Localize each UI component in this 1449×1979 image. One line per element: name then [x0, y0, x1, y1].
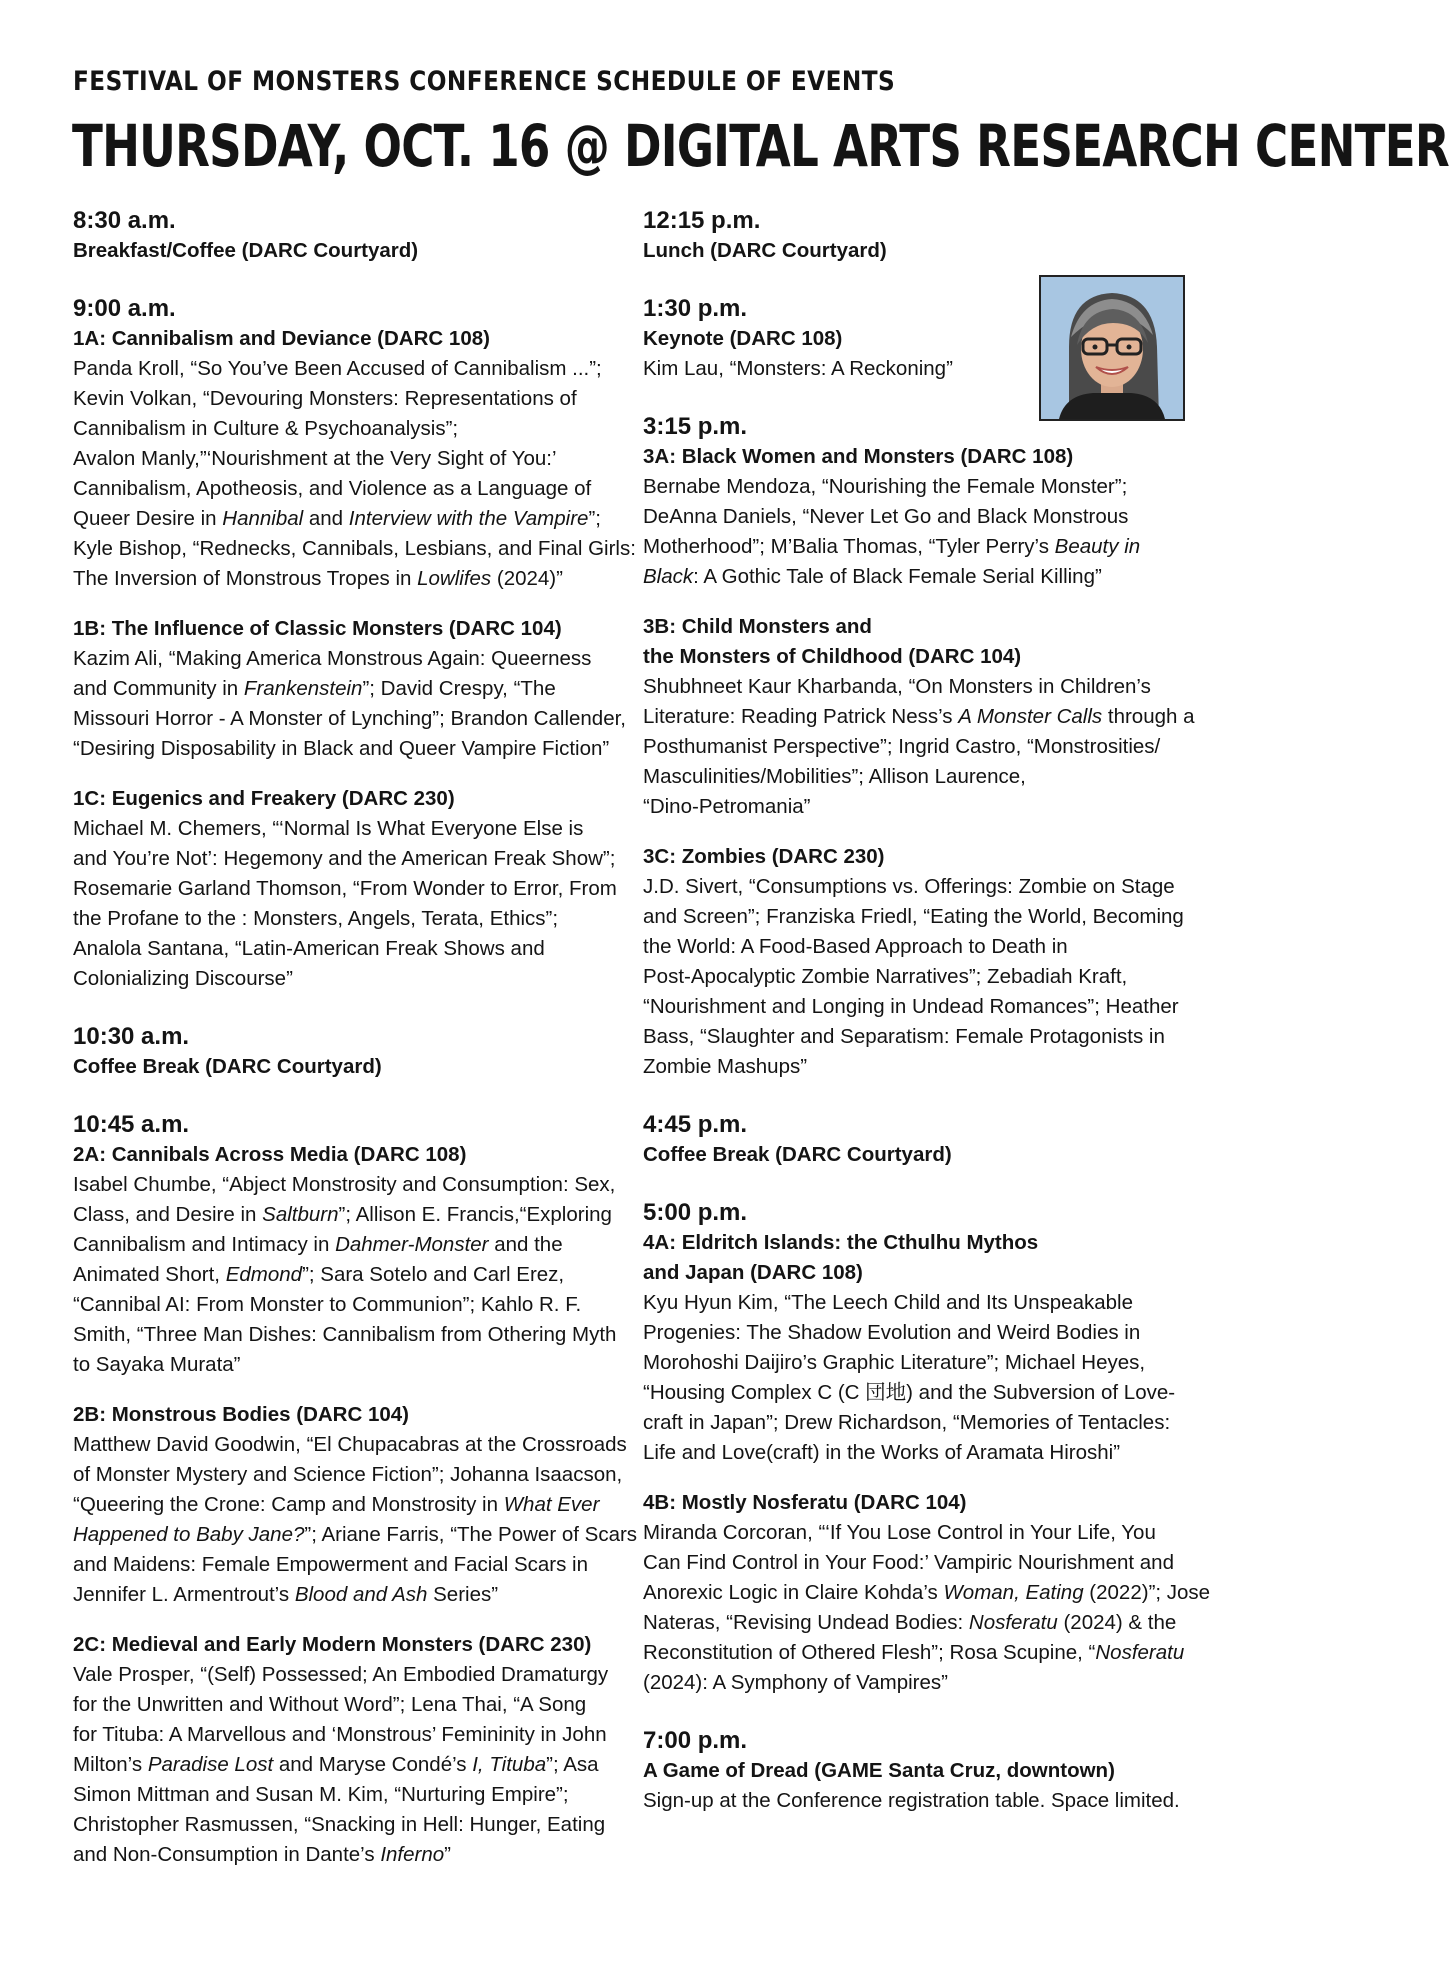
session-title: 1A: Cannibalism and Deviance (DARC 108) — [73, 327, 490, 350]
session-papers — [73, 1430, 638, 1610]
session-papers — [643, 1288, 1183, 1468]
event-title: Lunch (DARC Courtyard) — [643, 239, 887, 262]
portrait-illustration — [1041, 277, 1183, 419]
paper-line: Matthew David Goodwin, “El Chupacabras at the Crossroads — [73, 1433, 627, 1456]
event-title: Coffee Break (DARC Courtyard) — [73, 1055, 382, 1078]
session-1a — [73, 324, 636, 594]
session-papers — [73, 1170, 628, 1380]
session-2c — [73, 1630, 628, 1870]
paper-line: Avalon Manly,”‘Nourishment at the Very Sight of You:’ — [73, 447, 557, 470]
paper-line: craft in Japan”; Drew Richardson, “Memories of Tentacles: — [643, 1411, 1171, 1434]
paper-line: Cannibalism and Intimacy in Dahmer-Monster and the — [73, 1233, 563, 1256]
paper-line: Analola Santana, “Latin-American Freak Shows and — [73, 937, 545, 960]
paper-line: “Nourishment and Longing in Undead Romances”; Heather — [643, 995, 1179, 1018]
paper-line: Kyle Bishop, “Rednecks, Cannibals, Lesbians, and Final Girls: — [73, 537, 636, 560]
paper-line: the Profane to the : Monsters, Angels, Terata, Ethics”; — [73, 907, 559, 930]
paper-line: “Dino-Petromania” — [643, 795, 811, 818]
paper-line: The Inversion of Monstrous Tropes in Lowlifes (2024)” — [73, 567, 563, 590]
paper-line: Christopher Rasmussen, “Snacking in Hell: Hunger, Eating — [73, 1813, 606, 1836]
paper-line: Missouri Horror - A Monster of Lynching”; Brandon Callender, — [73, 707, 626, 730]
paper-line: Smith, “Three Man Dishes: Cannibalism from Othering Myth — [73, 1323, 617, 1346]
time-slot-900 — [73, 294, 628, 324]
paper-line: Can Find Control in Your Food:’ Vampiric Nourishment and — [643, 1551, 1174, 1574]
event-title: Keynote (DARC 108) — [643, 327, 843, 350]
session-title: 3A: Black Women and Monsters (DARC 108) — [643, 445, 1074, 468]
session-title: 1B: The Influence of Classic Monsters (DARC 104) — [73, 617, 562, 640]
session-title: 2B: Monstrous Bodies (DARC 104) — [73, 1403, 410, 1426]
paper-line: Class, and Desire in Saltburn”; Allison E. Francis,“Exploring — [73, 1203, 612, 1226]
right-column — [643, 206, 1211, 1844]
paper-line: the World: A Food-Based Approach to Death in — [643, 935, 1068, 958]
keynote-speaker-photo — [1039, 275, 1185, 421]
paper-line: Vale Prosper, “(Self) Possessed; An Embodied Dramaturgy — [73, 1663, 609, 1686]
paper-line: DeAnna Daniels, “Never Let Go and Black Monstrous — [643, 505, 1129, 528]
paper-line: Rosemarie Garland Thomson, “From Wonder to Error, From — [73, 877, 617, 900]
session-papers — [73, 354, 636, 594]
left-column — [73, 206, 638, 1898]
session-title: 2C: Medieval and Early Modern Monsters (DARC 230) — [73, 1633, 592, 1656]
paper-line: Bass, “Slaughter and Separatism: Female Protagonists in — [643, 1025, 1165, 1048]
paper-line: Milton’s Paradise Lost and Maryse Condé’s I, Tituba”; Asa — [73, 1753, 599, 1776]
session-3b — [643, 612, 1195, 822]
session-title: 1C: Eugenics and Freakery (DARC 230) — [73, 787, 455, 810]
paper-line: for the Unwritten and Without Word”; Lena Thai, “A Song — [73, 1693, 587, 1716]
time-slot-1045 — [73, 1110, 628, 1140]
page-subtitle: FESTIVAL OF MONSTERS CONFERENCE SCHEDULE OF EVENTS — [73, 66, 896, 97]
paper-line: Literature: Reading Patrick Ness’s A Monster Calls through a — [643, 705, 1195, 728]
paper-line: “Housing Complex C (C 団地) and the Subversion of Love- — [643, 1381, 1176, 1404]
paper-line: Nateras, “Revising Undead Bodies: Nosferatu (2024) & the — [643, 1611, 1177, 1634]
paper-line: Miranda Corcoran, “‘If You Lose Control in Your Life, You — [643, 1521, 1156, 1544]
session-title: 3B: Child Monsters and the Monsters of Childhood (DARC 104) — [643, 615, 1022, 668]
paper-line: Posthumanist Perspective”; Ingrid Castro, “Monstrosities/ — [643, 735, 1161, 758]
session-papers — [643, 1518, 1211, 1698]
page-title: THURSDAY, OCT. 16 @ DIGITAL ARTS RESEARCH CENTER — [72, 112, 1449, 180]
paper-line: Kyu Hyun Kim, “The Leech Child and Its Unspeakable — [643, 1291, 1133, 1314]
session-2a — [73, 1140, 628, 1380]
session-papers — [73, 1660, 628, 1870]
time-slot-700 — [643, 1726, 1183, 1816]
paper-line: Simon Mittman and Susan M. Kim, “Nurturing Empire”; — [73, 1783, 569, 1806]
paper-line: Michael M. Chemers, “‘Normal Is What Everyone Else is — [73, 817, 584, 840]
session-title: 2A: Cannibals Across Media (DARC 108) — [73, 1143, 467, 1166]
paper-line: Masculinities/Mobilities”; Allison Laurence, — [643, 765, 1026, 788]
time-label: 10:45 a.m. — [73, 1111, 190, 1138]
paper-line: to Sayaka Murata” — [73, 1353, 241, 1376]
session-3a — [643, 442, 1183, 592]
paper-line: Colonializing Discourse” — [73, 967, 293, 990]
time-label: 10:30 a.m. — [73, 1023, 190, 1050]
session-papers — [73, 644, 628, 764]
session-papers — [643, 472, 1183, 592]
time-slot-445 — [643, 1110, 1183, 1170]
paper-line: Bernabe Mendoza, “Nourishing the Female Monster”; — [643, 475, 1128, 498]
session-2b — [73, 1400, 638, 1610]
paper-line: Shubhneet Kaur Kharbanda, “On Monsters in Children’s — [643, 675, 1151, 698]
time-label: 12:15 p.m. — [643, 207, 761, 234]
time-label: 3:15 p.m. — [643, 413, 748, 440]
session-papers — [73, 814, 628, 994]
time-label: 1:30 p.m. — [643, 295, 748, 322]
paper-line: J.D. Sivert, “Consumptions vs. Offerings: Zombie on Stage — [643, 875, 1175, 898]
paper-line: “Queering the Crone: Camp and Monstrosity in What Ever — [73, 1493, 600, 1516]
time-slot-830 — [73, 206, 628, 266]
time-slot-500 — [643, 1198, 1183, 1228]
session-papers — [643, 672, 1195, 822]
paper-line: Isabel Chumbe, “Abject Monstrosity and Consumption: Sex, — [73, 1173, 616, 1196]
paper-line: Motherhood”; M’Balia Thomas, “Tyler Perry’s Beauty in — [643, 535, 1141, 558]
session-1b — [73, 614, 628, 764]
event-title: Coffee Break (DARC Courtyard) — [643, 1143, 952, 1166]
paper-line: Life and Love(craft) in the Works of Aramata Hiroshi” — [643, 1441, 1121, 1464]
paper-line: and Community in Frankenstein”; David Crespy, “The — [73, 677, 556, 700]
paper-line: Happened to Baby Jane?”; Ariane Farris, “The Power of Scars — [73, 1523, 638, 1546]
paper-line: Cannibalism in Culture & Psychoanalysis”; — [73, 417, 459, 440]
time-label: 4:45 p.m. — [643, 1111, 748, 1138]
paper-line: Queer Desire in Hannibal and Interview with the Vampire”; — [73, 507, 601, 530]
paper-line: Kevin Volkan, “Devouring Monsters: Representations of — [73, 387, 577, 410]
paper-line: Black: A Gothic Tale of Black Female Serial Killing” — [643, 565, 1102, 588]
paper-line: Morohoshi Daijiro’s Graphic Literature”; Michael Heyes, — [643, 1351, 1146, 1374]
paper-line: and Maidens: Female Empowerment and Facial Scars in — [73, 1553, 589, 1576]
session-title: 4A: Eldritch Islands: the Cthulhu Mythos and Japan (DARC 108) — [643, 1231, 1039, 1284]
paper-line: and Non-Consumption in Dante’s Inferno” — [73, 1843, 451, 1866]
event-note: Sign-up at the Conference registration table. Space limited. — [643, 1789, 1180, 1812]
session-papers — [643, 872, 1183, 1082]
paper-line: Kazim Ali, “Making America Monstrous Again: Queerness — [73, 647, 592, 670]
session-title: 3C: Zombies (DARC 230) — [643, 845, 885, 868]
paper-line: (2024): A Symphony of Vampires” — [643, 1671, 948, 1694]
paper-line: Zombie Mashups” — [643, 1055, 808, 1078]
event-title: Breakfast/Coffee (DARC Courtyard) — [73, 239, 419, 262]
time-label: 5:00 p.m. — [643, 1199, 748, 1226]
paper-line: Reconstitution of Othered Flesh”; Rosa Scupine, “Nosferatu — [643, 1641, 1185, 1664]
paper-line: Animated Short, Edmond”; Sara Sotelo and Carl Erez, — [73, 1263, 565, 1286]
time-label: 7:00 p.m. — [643, 1727, 748, 1754]
paper-line: “Desiring Disposability in Black and Queer Vampire Fiction” — [73, 737, 610, 760]
keynote-speaker: Kim Lau, “Monsters: A Reckoning” — [643, 357, 953, 380]
event-title: A Game of Dread (GAME Santa Cruz, downtown) — [643, 1759, 1115, 1782]
session-4b — [643, 1488, 1211, 1698]
time-slot-1030 — [73, 1022, 628, 1082]
paper-line: and Screen”; Franziska Friedl, “Eating the World, Becoming — [643, 905, 1184, 928]
paper-line: Panda Kroll, “So You’ve Been Accused of Cannibalism ...”; — [73, 357, 602, 380]
paper-line: and You’re Not’: Hegemony and the American Freak Show”; — [73, 847, 616, 870]
paper-line: Post-Apocalyptic Zombie Narratives”; Zebadiah Kraft, — [643, 965, 1128, 988]
session-3c — [643, 842, 1183, 1082]
paper-line: “Cannibal AI: From Monster to Communion”; Kahlo R. F. — [73, 1293, 582, 1316]
paper-line: Cannibalism, Apotheosis, and Violence as a Language of — [73, 477, 592, 500]
paper-line: Progenies: The Shadow Evolution and Weird Bodies in — [643, 1321, 1141, 1344]
paper-line: of Monster Mystery and Science Fiction”; Johanna Isaacson, — [73, 1463, 623, 1486]
time-slot-1215 — [643, 206, 1183, 266]
time-label: 8:30 a.m. — [73, 207, 176, 234]
paper-line: Jennifer L. Armentrout’s Blood and Ash Series” — [73, 1583, 499, 1606]
time-label: 9:00 a.m. — [73, 295, 176, 322]
paper-line: for Tituba: A Marvellous and ‘Monstrous’ Femininity in John — [73, 1723, 607, 1746]
session-4a — [643, 1228, 1183, 1468]
paper-line: Anorexic Logic in Claire Kohda’s Woman, Eating (2022)”; Jose — [643, 1581, 1211, 1604]
session-title: 4B: Mostly Nosferatu (DARC 104) — [643, 1491, 967, 1514]
session-1c — [73, 784, 628, 994]
